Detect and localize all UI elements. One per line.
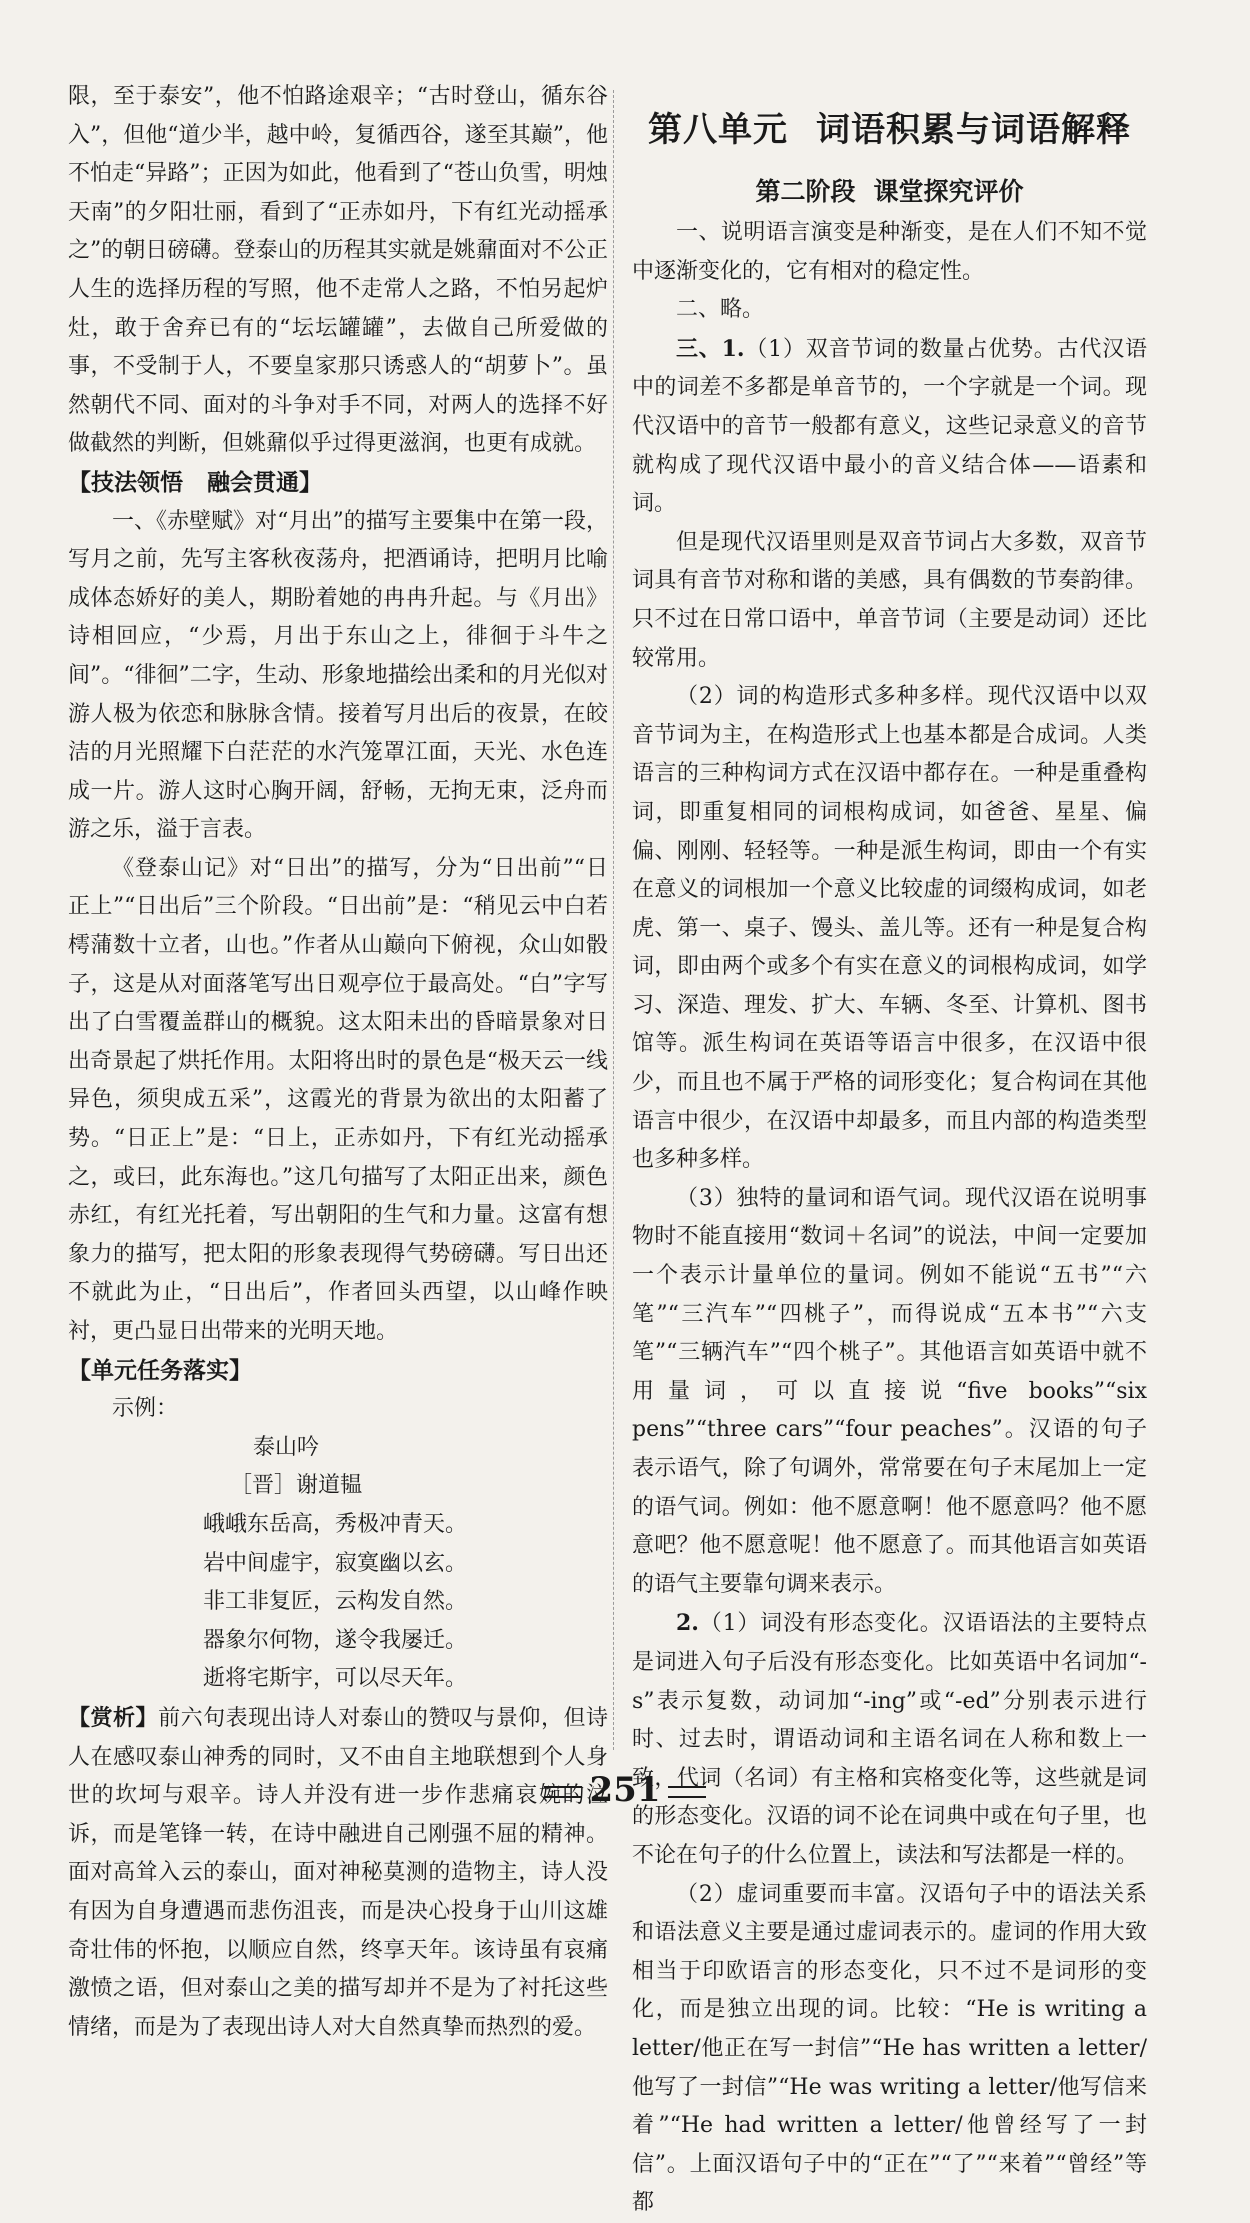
stage-subtitle xyxy=(632,172,1147,212)
unit-title-text: 词语积累与词语解释 xyxy=(816,110,1131,150)
example-label: 示例： xyxy=(112,1396,179,1422)
answer-1: 一、说明语言演变是种渐变，是在人们不知不觉中逐渐变化的，它有相对的稳定性。 xyxy=(632,220,1147,284)
page-number-rule-left xyxy=(544,1786,582,1798)
section-heading-technique-b: 融会贯通】 xyxy=(207,469,322,496)
section-heading-task: 【单元任务落实】 xyxy=(68,1357,252,1384)
answer-4-1-text: （1）词没有形态变化。汉语语法的主要特点是词进入句子后没有形态变化。比如英语中名词加“-s”表示复数，动词加“-ing”或“-ed”分别表示进行时、过去时，谓语动词和主语名词在人称和数上一致，代词（名词）有主格和宾格变化等，这些就是词的形态变化。汉语的词不论在词典中或在句子里，也不论在句子的什么位置上，读法和写法都是一样的。 xyxy=(632,1611,1147,1868)
poem-title: 泰山吟 xyxy=(253,1434,320,1460)
appreciation-label: 【赏析】 xyxy=(68,1704,159,1731)
left-paragraph-3: 《登泰山记》对“日出”的描写，分为“日出前”“日正上”“日出后”三个阶段。“日出前”是：“稍见云中白若樗蒲数十立者，山也。”作者从山巅向下俯视，众山如骰子，这是从对面落笔写出日观亭位于最高处。“白”字写出了白雪覆盖群山的概貌。这太阳未出的昏暗景象对日出奇景起了烘托作用。太阳将出时的景色是“极天云一线异色，须臾成五采”，这霞光的背景为欲出的太阳蓄了势。“日正上”是：“日上，正赤如丹，下有红光动摇承之，或曰，此东海也。”这几句描写了太阳正出来，颜色赤红，有红光托着，写出朝阳的生气和力量。这富有想象力的描写，把太阳的形象表现得气势磅礴。写日出还不就此为止，“日出后”，作者回头西望，以山峰作映衬，更凸显日出带来的光明天地。 xyxy=(68,855,608,1344)
poem-line: 峨峨东岳高，秀极冲青天。 xyxy=(203,1511,468,1537)
section-heading-technique xyxy=(68,464,608,503)
page-number-rule-right xyxy=(668,1786,706,1798)
appreciation-text: 前六句表现出诗人对泰山的赞叹与景仰，但诗人在感叹泰山神秀的同时，又不由自主地联想到个人身世的坎坷与艰辛。诗人并没有进一步作悲痛哀婉的泣诉，而是笔锋一转，在诗中融进自己刚强不屈的精神。面对高耸入云的泰山，面对神秘莫测的造物主，诗人没有因为自身遭遇而悲伤沮丧，而是决心投身于山川这雄奇壮伟的怀抱，以顺应自然，终享天年。该诗虽有哀痛激愤之语，但对泰山之美的描写却并不是为了衬托这些情绪，而是为了表现出诗人对大自然真挚而热烈的爱。 xyxy=(68,1705,608,2040)
column-divider xyxy=(613,90,614,1750)
poem-line: 岩中间虚宇，寂寞幽以玄。 xyxy=(203,1550,468,1576)
unit-title xyxy=(632,104,1147,156)
answer-3-1-cont: 但是现代汉语里则是双音节词占大多数，双音节词具有音节对称和谐的美感，具有偶数的节奏韵律。只不过在日常口语中，单音节词（主要是动词）还比较常用。 xyxy=(632,529,1147,671)
answer-4-2: （2）虚词重要而丰富。汉语句子中的语法关系和语法意义主要是通过虚词表示的。虚词的作用大致相当于印欧语言的形态变化，只不过不是词形的变化，而是独立出现的词。比较：“He is writing a letter/他正在写一封信”“He has written a letter/他写了一封信”“He was writing a letter/他写信来着”“He had written a letter/他曾经写了一封信”。上面汉语句子中的“正在”“了”“来着”“曾经”等都 xyxy=(632,1881,1147,2216)
answer-3-1 xyxy=(632,330,1147,524)
answer-4-1 xyxy=(632,1604,1147,1875)
right-column xyxy=(632,78,1147,2223)
stage-subtitle-b: 课堂探究评价 xyxy=(873,177,1024,206)
left-paragraph-2: 一、《赤壁赋》对“月出”的描写主要集中在第一段，写月之前，先写主客秋夜荡舟，把酒诵诗，把明月比喻成体态娇好的美人，期盼着她的冉冉升起。与《月出》诗相回应，“少焉，月出于东山之上，徘徊于斗牛之间”。“徘徊”二字，生动、形象地描绘出柔和的月光似对游人极为依恋和脉脉含情。接着写月出后的夜景，在皎洁的月光照耀下白茫茫的水汽笼罩江面，天光、水色连成一片。游人这时心胸开阔，舒畅，无拘无束，泛舟而游之乐，溢于言表。 xyxy=(68,508,608,843)
page-number xyxy=(520,1770,730,1810)
appreciation-paragraph xyxy=(68,1699,608,2047)
poem-line: 逝将宅斯宇，可以尽天年。 xyxy=(203,1666,468,1692)
poem-author: ［晋］谢道韫 xyxy=(230,1473,363,1499)
poem-block xyxy=(68,1429,608,1699)
poem-line: 器象尔何物，遂令我屡迁。 xyxy=(203,1627,468,1653)
section-heading-technique-a: 【技法领悟 xyxy=(68,469,183,496)
answer-3-1-text: （1）双音节词的数量占优势。古代汉语中的词差不多都是单音节的，一个字就是一个词。现代汉语中的音节一般都有意义，这些记录意义的音节就构成了现代汉语中最小的音义结合体——语素和词。 xyxy=(632,336,1148,517)
answer-4-label: 2. xyxy=(676,1610,699,1637)
left-column xyxy=(68,78,608,2047)
left-paragraph-1: 限，至于泰安”，他不怕路途艰辛；“古时登山，循东谷入”，但他“道少半，越中岭，复循西谷，遂至其巅”，他不怕走“异路”；正因为如此，他看到了“苍山负雪，明烛天南”的夕阳壮丽，看到了“正赤如丹，下有红光动摇承之”的朝日磅礴。登泰山的历程其实就是姚鼐面对不公正人生的选择历程的写照，他不走常人之路，不怕另起炉灶，敢于舍弃已有的“坛坛罐罐”，去做自己所爱做的事，不受制于人，不要皇家那只诱惑人的“胡萝卜”。虽然朝代不同、面对的斗争对手不同，对两人的选择不好做截然的判断，但姚鼐似乎过得更滋润，也更有成就。 xyxy=(68,84,608,457)
answer-3-label: 三、1. xyxy=(676,335,745,362)
answer-2: 二、略。 xyxy=(676,297,765,323)
stage-subtitle-a: 第二阶段 xyxy=(755,177,856,206)
unit-title-number: 第八单元 xyxy=(648,110,788,150)
poem-line: 非工非复匠，云构发自然。 xyxy=(203,1589,468,1615)
page-number-text: 251 xyxy=(589,1770,661,1810)
answer-3-2: （2）词的构造形式多种多样。现代汉语中以双音节词为主，在构造形式上也基本都是合成词。人类语言的三种构词方式在汉语中都存在。一种是重叠构词，即重复相同的词根构成词，如爸爸、星星、偏偏、刚刚、轻轻等。一种是派生构词，即由一个有实在意义的词根加一个意义比较虚的词缀构成词，如老虎、第一、桌子、馒头、盖儿等。还有一种是复合构词，即由两个或多个有实在意义的词根构成词，如学习、深造、理发、扩大、车辆、冬至、计算机、图书馆等。派生构词在英语等语言中很多，在汉语中很少，而且也不属于严格的词形变化；复合构词在其他语言中很少，在汉语中却最多，而且内部的构造类型也多种多样。 xyxy=(632,684,1147,1173)
answer-3-3: （3）独特的量词和语气词。现代汉语在说明事物时不能直接用“数词＋名词”的说法，中间一定要加一个表示计量单位的量词。例如不能说“五书”“六笔”“三汽车”“四桃子”，而得说成“五本书”“六支笔”“三辆汽车”“四个桃子”。其他语言如英语中就不用量词，可以直接说“five books”“six pens”“three cars”“four peaches”。汉语的句子表示语气，除了句调外，常常要在句子末尾加上一定的语气词。例如：他不愿意啊！他不愿意吗？他不愿意吧？他不愿意呢！他不愿意了。而其他语言如英语的语气主要靠句调来表示。 xyxy=(632,1185,1147,1597)
